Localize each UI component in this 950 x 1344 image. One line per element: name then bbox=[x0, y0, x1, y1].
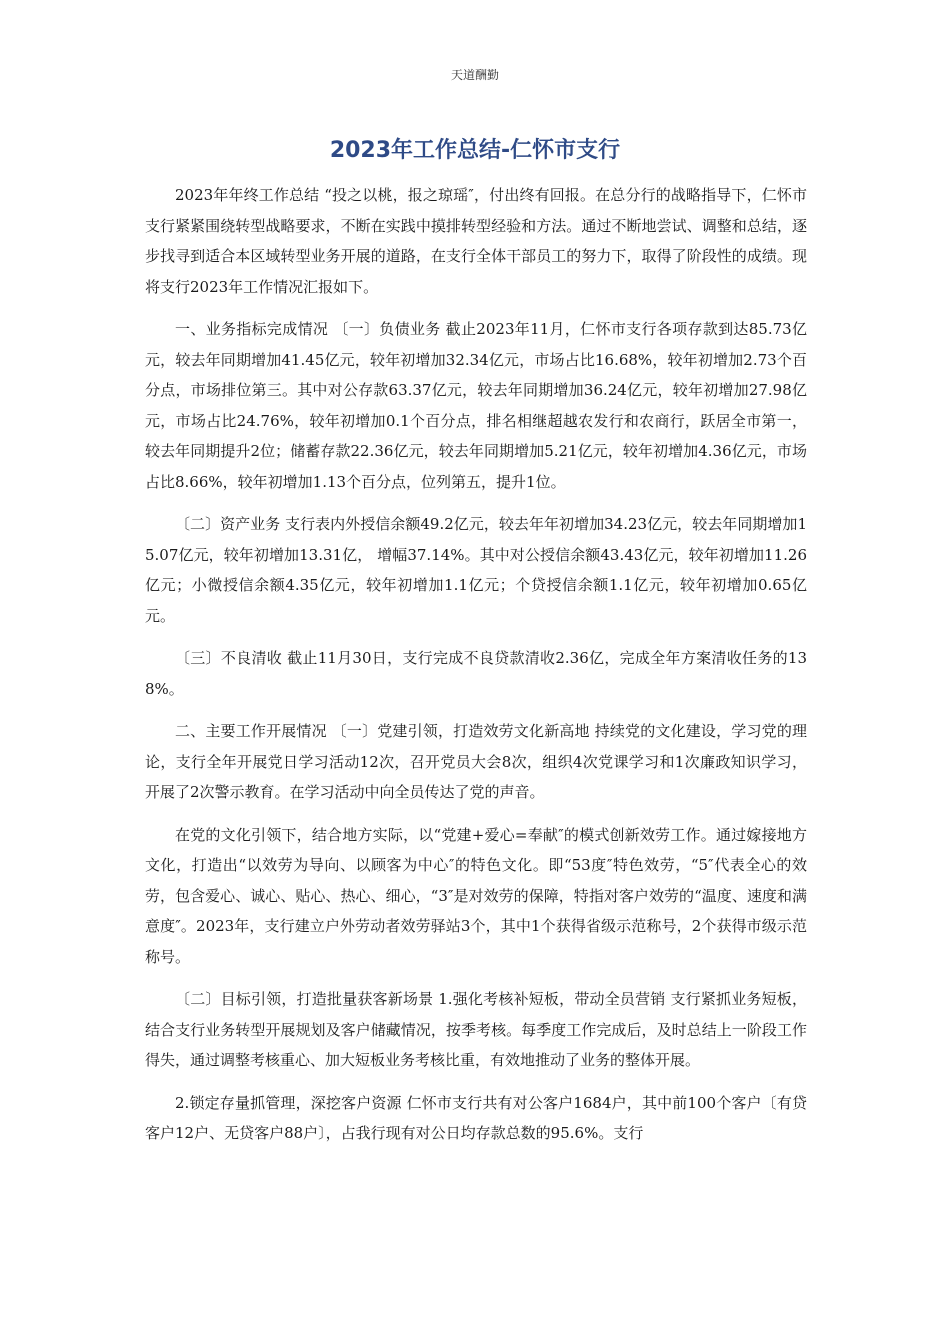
paragraph-assets: 〔二〕资产业务 支行表内外授信余额49.2亿元，较去年年初增加34.23亿元，较去年同期增加15.07亿元，较年初增加13.31亿， 增幅37.14%。其中对公授信余额43.43亿元，较年初增加11.26亿元；小微授信余额4.35亿元，较年初增加1.1亿元；个贷授信余额1.1亿元，较年初增加0.65亿元。 bbox=[145, 515, 807, 625]
document-title: 2023年工作总结-仁怀市支行 bbox=[329, 138, 621, 163]
paragraph-customer-management: 2.锁定存量抓管理，深挖客户资源 仁怀市支行共有对公客户1684户，其中前100个客户〔有贷客户12户、无贷客户88户〕，占我行现有对公日均存款总数的95.6%。支行 bbox=[145, 1093, 807, 1142]
paragraph-target-guidance: 〔二〕目标引领，打造批量获客新场景 1.强化考核补短板，带动全员营销 支行紧抓业务短板，结合支行业务转型开展规划及客户储藏情况，按季考核。每季度工作完成后，及时总结上一阶段工作得失，通过调整考核重心、加大短板业务考核比重，有效地推动了业务的整体开展。 bbox=[145, 990, 807, 1069]
paragraph-liabilities: 一、业务指标完成情况 〔一〕负债业务 截止2023年11月，仁怀市支行各项存款到达85.73亿元，较去年同期增加41.45亿元，较年初增加32.34亿元，市场占比16.68%，较年初增加2.73个百分点，市场排位第三。其中对公存款63.37亿元，较去年同期增加36.24亿元，较年初增加27.98亿元，市场占比24.76%，较年初增加0.1个百分点，排名相继超越农发行和农商行，跃居全市第一，较去年同期提升2位；储蓄存款22.36亿元，较去年同期增加5.21亿元，较年初增加4.36亿元，市场占比8.66%，较年初增加1.13个百分点，位列第五，提升1位。 bbox=[145, 320, 807, 491]
paragraph-npl-recovery: 〔三〕不良清收 截止11月30日，支行完成不良贷款清收2.36亿，完成全年方案清收任务的138%。 bbox=[145, 649, 807, 698]
document-body bbox=[145, 180, 807, 1161]
paragraph-intro: 2023年年终工作总结 “投之以桃，报之琼瑶″，付出终有回报。在总分行的战略指导下，仁怀市支行紧紧围绕转型战略要求，不断在实践中摸排转型经验和方法。通过不断地尝试、调整和总结，逐步找寻到适合本区域转型业务开展的道路，在支行全体干部员工的努力下，取得了阶段性的成绩。现将支行2023年工作情况汇报如下。 bbox=[145, 186, 807, 296]
page-header: 天道酬勤 bbox=[450, 68, 499, 82]
paragraph-party-building: 二、主要工作开展情况 〔一〕党建引领，打造效劳文化新高地 持续党的文化建设，学习党的理论，支行全年开展党日学习活动12次，召开党员大会8次，组织4次党课学习和1次廉政知识学习，开展了2次警示教育。在学习活动中向全员传达了党的声音。 bbox=[145, 722, 807, 801]
paragraph-service-culture: 在党的文化引领下，结合地方实际，以“党建+爱心=奉献″的模式创新效劳工作。通过嫁接地方文化，打造出“以效劳为导向、以顾客为中心″的特色文化。即“53度″特色效劳，“5″代表全心的效劳，包含爱心、诚心、贴心、热心、细心，“3″是对效劳的保障，特指对客户效劳的“温度、速度和满意度″。2023年，支行建立户外劳动者效劳驿站3个，其中1个获得省级示范称号，2个获得市级示范称号。 bbox=[145, 825, 807, 966]
